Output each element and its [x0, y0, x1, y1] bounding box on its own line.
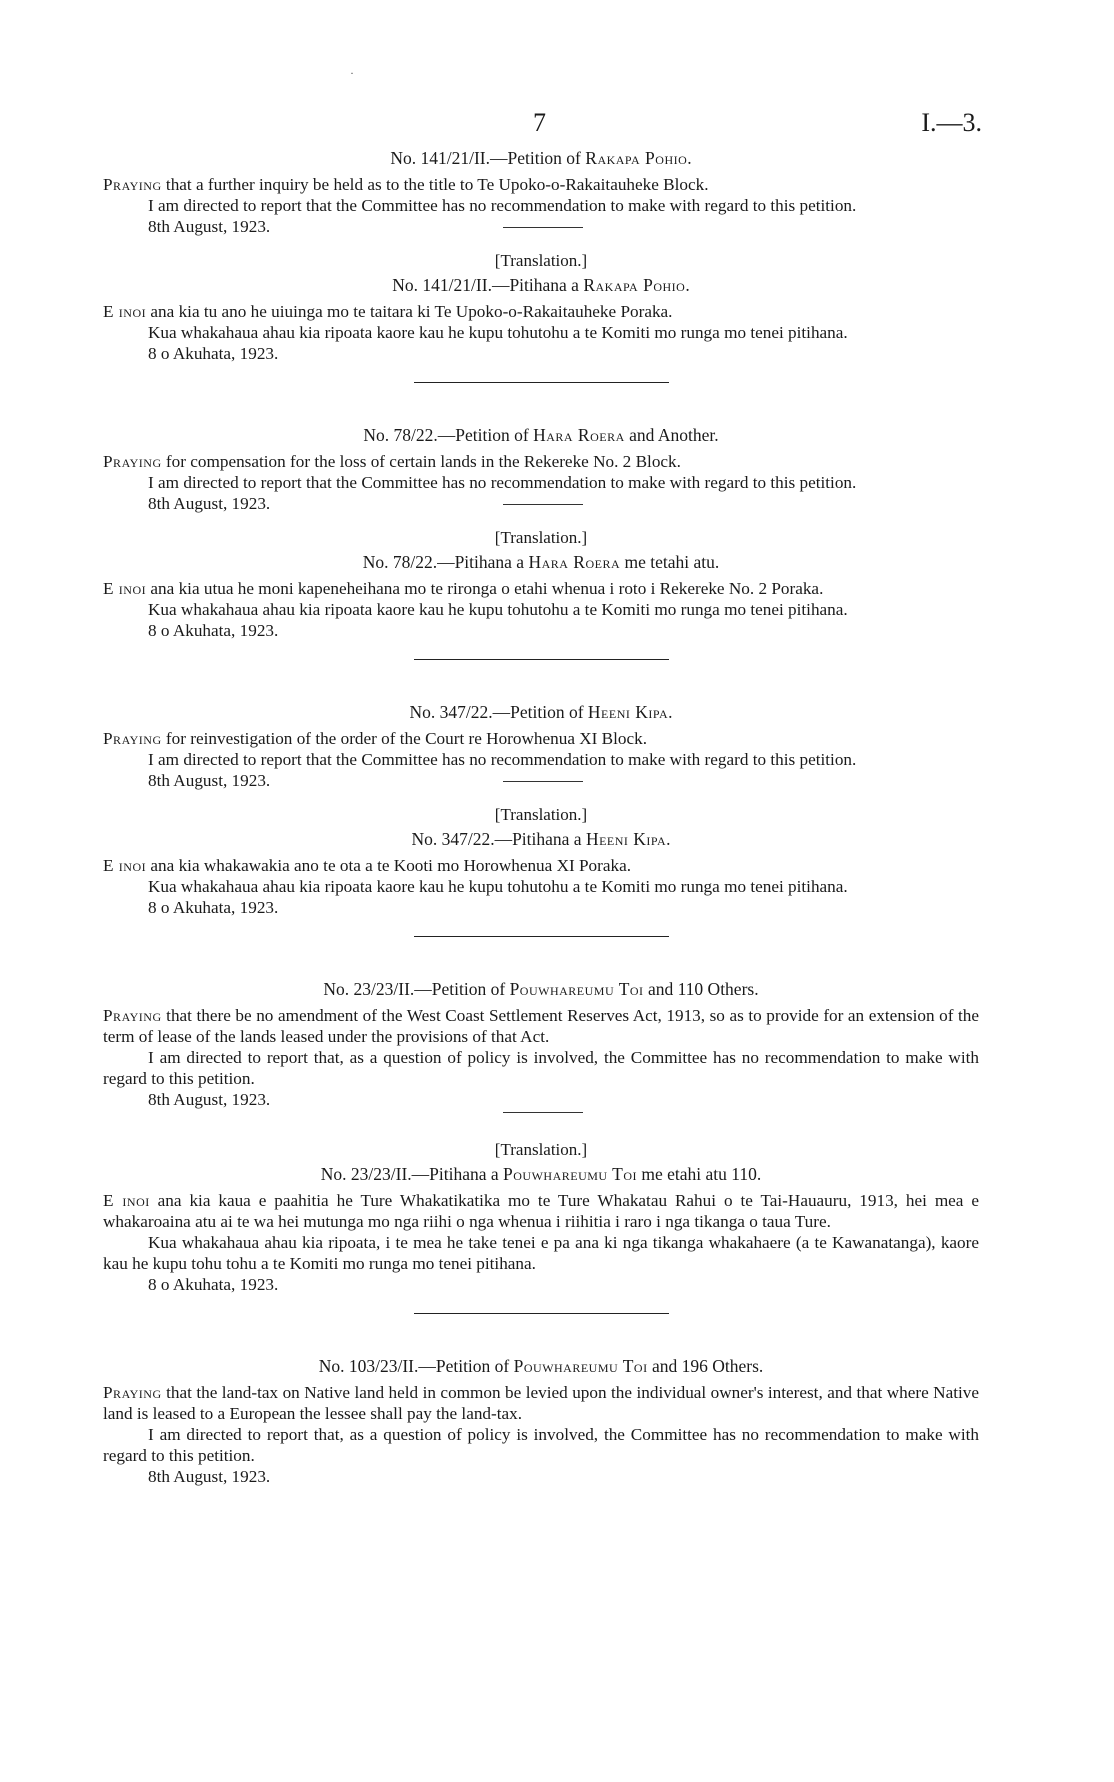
- page-content: [103, 148, 979, 1487]
- praying-paragraph: Praying for reinvestigation of the order of the Court re Horowhenua XI Block.: [103, 729, 648, 748]
- page-number: 7: [533, 108, 546, 137]
- einoi-paragraph: E inoi ana kia utua he moni kapeneheihana mo te rironga o etahi whenua i roto i Rekereke No. 2 Poraka.: [103, 579, 824, 598]
- date-line: 8th August, 1923.: [148, 771, 271, 790]
- date-line: 8th August, 1923.: [148, 1467, 271, 1486]
- translation-report-paragraph: Kua whakahaua ahau kia ripoata kaore kau he kupu tohutohu a te Komiti mo runga mo tenei pitihana.: [148, 323, 848, 342]
- short-rule: [503, 781, 583, 782]
- translation-label: [Translation.]: [494, 805, 588, 824]
- translation-label: [Translation.]: [494, 1140, 588, 1159]
- translation-title: No. 347/22.—Pitihana a Heeni Kipa.: [411, 829, 671, 849]
- short-rule: [503, 227, 583, 228]
- petition-title: No. 78/22.—Petition of Hara Roera and Another.: [363, 425, 719, 445]
- petition-23-23: [103, 979, 979, 1314]
- date-line: 8th August, 1923.: [148, 494, 271, 513]
- scan-speck: ·: [350, 66, 354, 80]
- petition-347-22: [103, 702, 979, 937]
- petition-title: No. 23/23/II.—Petition of Pouwhareumu Toi and 110 Others.: [323, 979, 759, 999]
- translation-date-line: 8 o Akuhata, 1923.: [148, 621, 279, 640]
- translation-label: [Translation.]: [494, 251, 588, 270]
- report-paragraph: I am directed to report that, as a question of policy is involved, the Committee has no recommendation to make with regard to this petition.: [103, 1425, 979, 1465]
- petition-title: No. 141/21/II.—Petition of Rakapa Pohio.: [390, 148, 692, 168]
- translation-label: [Translation.]: [494, 528, 588, 547]
- report-paragraph: I am directed to report that the Committee has no recommendation to make with regard to this petition.: [148, 473, 857, 492]
- petitioner-name: Heeni Kipa: [587, 702, 669, 722]
- petition-title: No. 347/22.—Petition of Heeni Kipa.: [409, 702, 673, 722]
- praying-paragraph: Praying for compensation for the loss of certain lands in the Rekereke No. 2 Block.: [103, 452, 681, 471]
- document-reference: I.—3.: [921, 108, 982, 137]
- praying-paragraph: Praying that a further inquiry be held as to the title to Te Upoko-o-Rakaitauheke Block.: [103, 175, 709, 194]
- translation-date-line: 8 o Akuhata, 1923.: [148, 1275, 279, 1294]
- translation-title: No. 78/22.—Pitihana a Hara Roera me tetahi atu.: [362, 552, 720, 572]
- petition-141-21: [103, 148, 979, 383]
- petitioner-name: Pouwhareumu Toi: [509, 979, 644, 999]
- translation-title: No. 141/21/II.—Pitihana a Rakapa Pohio.: [392, 275, 690, 295]
- translation-report-paragraph: Kua whakahaua ahau kia ripoata kaore kau he kupu tohutohu a te Komiti mo runga mo tenei pitihana.: [148, 600, 848, 619]
- einoi-paragraph: E inoi ana kia kaua e paahitia he Ture Whakatikatika mo te Ture Whakatau Rahui o te Tai-Hauauru, 1913, hei mea e whakaroaina atu ai te wa hei mutunga mo nga riihi o nga whenua i riihitia i raro i nga tikanga o taua Ture.: [103, 1191, 979, 1231]
- translation-title: No. 23/23/II.—Pitihana a Pouwhareumu Toi me etahi atu 110.: [320, 1164, 762, 1184]
- petition-title: No. 103/23/II.—Petition of Pouwhareumu Toi and 196 Others.: [318, 1356, 764, 1376]
- report-paragraph: I am directed to report that, as a question of policy is involved, the Committee has no recommendation to make with regard to this petition.: [103, 1048, 979, 1088]
- report-paragraph: I am directed to report that the Committee has no recommendation to make with regard to this petition.: [148, 196, 857, 215]
- page-header: [0, 108, 1114, 138]
- petitioner-name: Hara Roera: [533, 425, 625, 445]
- translation-report-paragraph: Kua whakahaua ahau kia ripoata, i te mea he take tenei e pa ana ki nga tikanga whakahaere (a te Kawanatanga), kaore kau he kupu tohu tohu a te Komiti mo runga mo tenei pitihana.: [103, 1233, 979, 1273]
- petitioner-name: Rakapa Pohio: [585, 148, 688, 168]
- petition-78-22: [103, 425, 979, 660]
- petitioner-name: Pouwhareumu Toi: [513, 1356, 648, 1376]
- report-paragraph: I am directed to report that the Committee has no recommendation to make with regard to this petition.: [148, 750, 857, 769]
- translation-date-line: 8 o Akuhata, 1923.: [148, 898, 279, 917]
- short-rule: [503, 1112, 583, 1113]
- einoi-paragraph: E inoi ana kia whakawakia ano te ota a te Kooti mo Horowhenua XI Poraka.: [103, 856, 632, 875]
- translation-report-paragraph: Kua whakahaua ahau kia ripoata kaore kau he kupu tohutohu a te Komiti mo runga mo tenei pitihana.: [148, 877, 848, 896]
- short-rule: [503, 504, 583, 505]
- date-line: 8th August, 1923.: [148, 217, 271, 236]
- einoi-paragraph: E inoi ana kia tu ano he uiuinga mo te taitara ki Te Upoko-o-Rakaitauheke Poraka.: [103, 302, 673, 321]
- petition-103-23: [103, 1356, 979, 1487]
- praying-paragraph: Praying that the land-tax on Native land held in common be levied upon the individual owner's interest, and that where Native land is leased to a European the lessee shall pay the land-tax.: [103, 1383, 979, 1423]
- translation-date-line: 8 o Akuhata, 1923.: [148, 344, 279, 363]
- date-line: 8th August, 1923.: [148, 1090, 271, 1109]
- praying-paragraph: Praying that there be no amendment of the West Coast Settlement Reserves Act, 1913, so as to provide for an extension of the term of lease of the lands leased under the provisions of that Act.: [103, 1006, 979, 1046]
